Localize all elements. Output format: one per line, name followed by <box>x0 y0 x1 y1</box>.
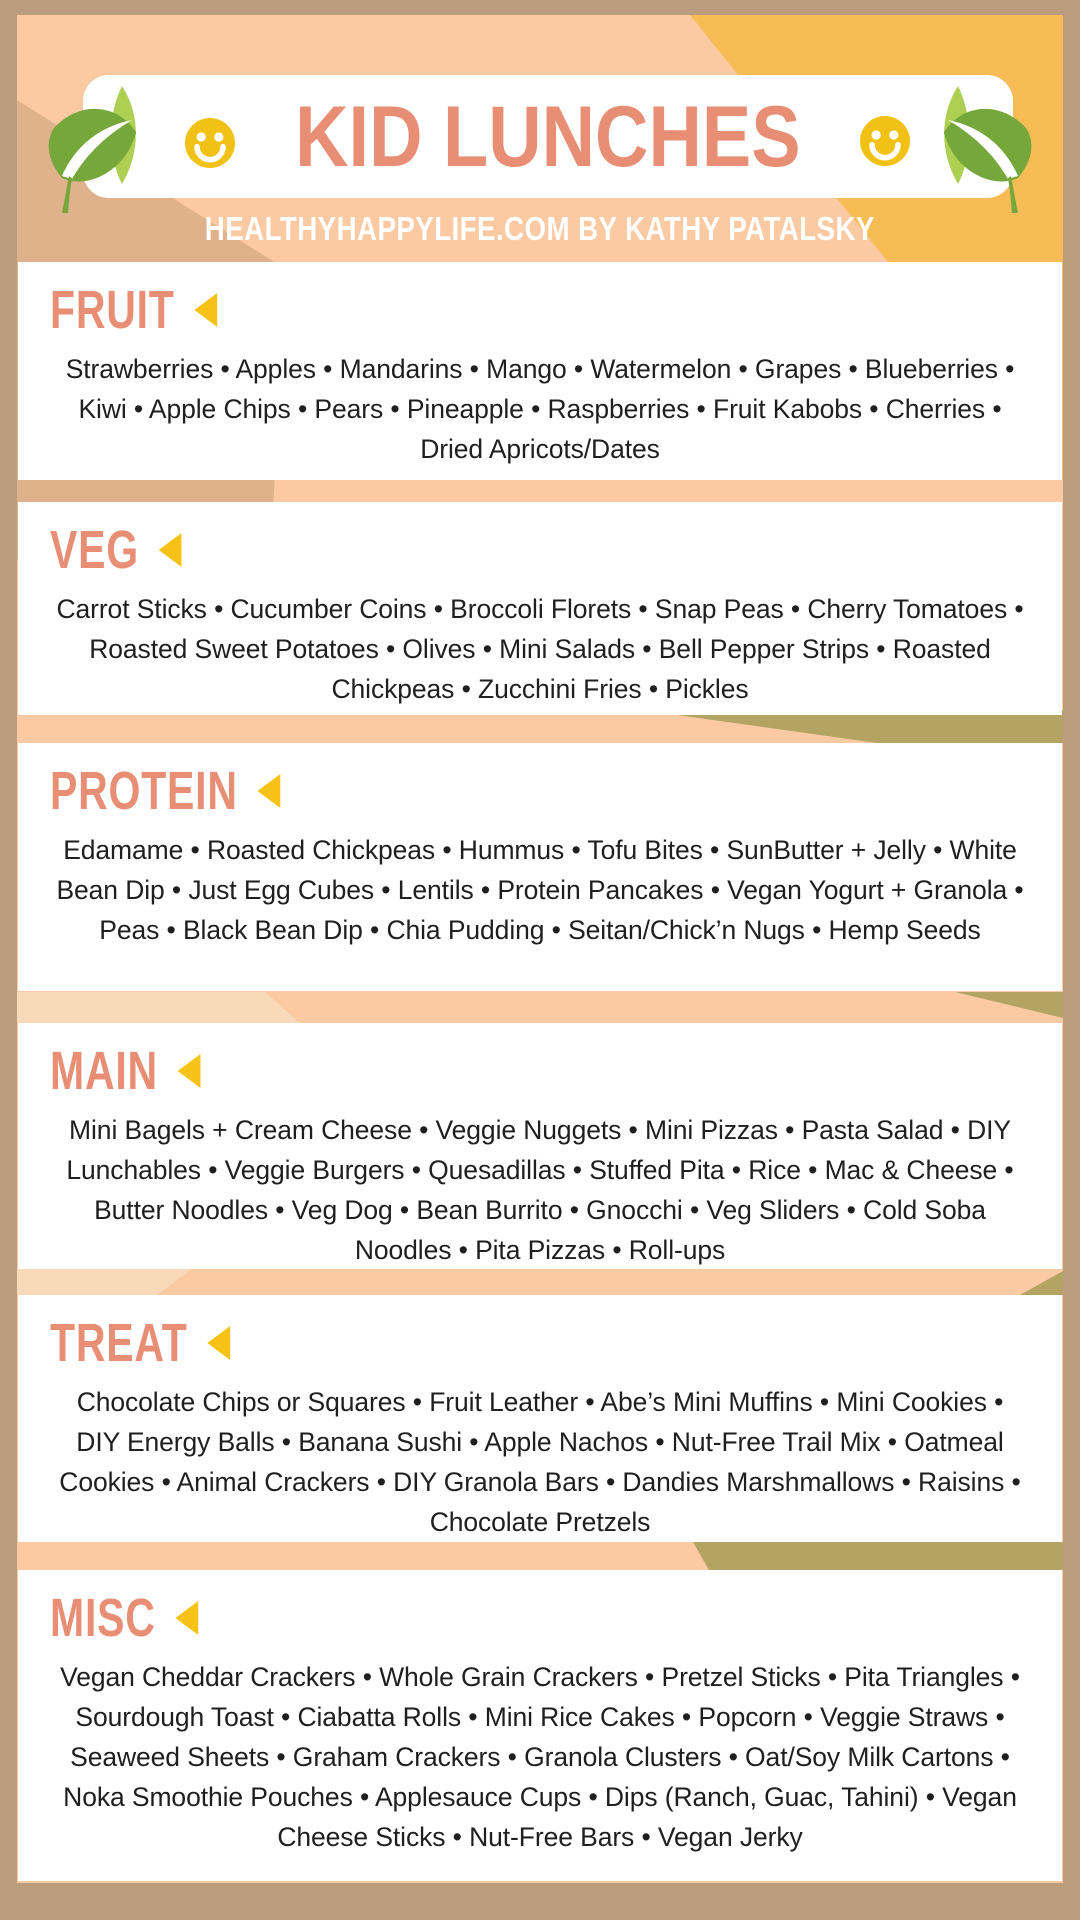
section-heading: MAIN <box>50 1041 158 1101</box>
page-title: KID LUNCHES <box>295 88 801 185</box>
section-card-misc <box>18 1570 1062 1881</box>
section-card-main <box>18 1023 1062 1269</box>
arrow-left-icon <box>194 293 217 327</box>
site-credit <box>0 212 1080 245</box>
section-heading-row <box>50 1315 790 1372</box>
smiley-icon <box>185 118 235 168</box>
arrow-left-icon <box>178 1054 201 1088</box>
leaf-icon <box>42 80 167 215</box>
section-heading-row <box>50 1043 790 1100</box>
section-heading: PROTEIN <box>50 761 238 821</box>
section-card-treat <box>18 1295 1062 1542</box>
section-card-fruit <box>18 262 1062 480</box>
section-heading: VEG <box>50 520 139 580</box>
section-heading: TREAT <box>50 1313 188 1373</box>
section-card-protein <box>18 743 1062 991</box>
section-heading-row <box>50 763 790 820</box>
section-heading: FRUIT <box>50 280 175 340</box>
leaf-icon <box>913 80 1038 215</box>
section-heading: MISC <box>50 1588 156 1648</box>
section-items: Edamame • Roasted Chickpeas • Hummus • Tofu Bites • SunButter + Jelly • White Bean Dip • Just Egg Cubes • Lentils • Protein Pancakes • Vegan Yogurt + Granola • Peas • Black Bean Dip • Chia Pudding • Seitan/Chick’n Nugs • Hemp Seeds <box>56 834 1024 945</box>
arrow-left-icon <box>175 1601 198 1635</box>
section-items: Chocolate Chips or Squares • Fruit Leather • Abe’s Mini Muffins • Mini Cookies • DIY Energy Balls • Banana Sushi • Apple Nachos • Nut-Free Trail Mix • Oatmeal Cookies • Animal Crackers • DIY Granola Bars • Dandies Marshmallows • Raisins • Chocolate Pretzels <box>59 1386 1021 1537</box>
section-items: Mini Bagels + Cream Cheese • Veggie Nuggets • Mini Pizzas • Pasta Salad • DIY Lunchables • Veggie Burgers • Quesadillas • Stuffed Pita • Rice • Mac & Cheese • Butter Noodles • Veg Dog • Bean Burrito • Gnocchi • Veg Sliders • Cold Soba Noodles • Pita Pizzas • Roll-ups <box>66 1114 1014 1265</box>
section-card-veg <box>18 502 1062 715</box>
section-heading-row <box>50 522 790 579</box>
site-credit-text: HEALTHYHAPPYLIFE.COM BY KATHY PATALSKY <box>205 210 875 247</box>
arrow-left-icon <box>258 774 281 808</box>
section-items: Strawberries • Apples • Mandarins • Mango • Watermelon • Grapes • Blueberries • Kiwi • Apple Chips • Pears • Pineapple • Raspberries • Fruit Kabobs • Cherries • Dried Apricots/Dates <box>65 353 1015 464</box>
section-items: Carrot Sticks • Cucumber Coins • Broccoli Florets • Snap Peas • Cherry Tomatoes • Roasted Sweet Potatoes • Olives • Mini Salads • Bell Pepper Strips • Roasted Chickpeas • Zucchini Fries • Pickles <box>56 593 1024 704</box>
section-heading-row <box>50 1590 790 1647</box>
arrow-left-icon <box>207 1326 230 1360</box>
section-items: Vegan Cheddar Crackers • Whole Grain Crackers • Pretzel Sticks • Pita Triangles • Sourdough Toast • Ciabatta Rolls • Mini Rice Cakes • Popcorn • Veggie Straws • Seaweed Sheets • Graham Crackers • Granola Clusters • Oat/Soy Milk Cartons • Noka Smoothie Pouches • Applesauce Cups • Dips (Ranch, Guac, Tahini) • Vegan Cheese Sticks • Nut-Free Bars • Vegan Jerky <box>60 1661 1020 1852</box>
smiley-icon <box>860 116 910 166</box>
arrow-left-icon <box>159 533 182 567</box>
section-heading-row <box>50 282 790 339</box>
